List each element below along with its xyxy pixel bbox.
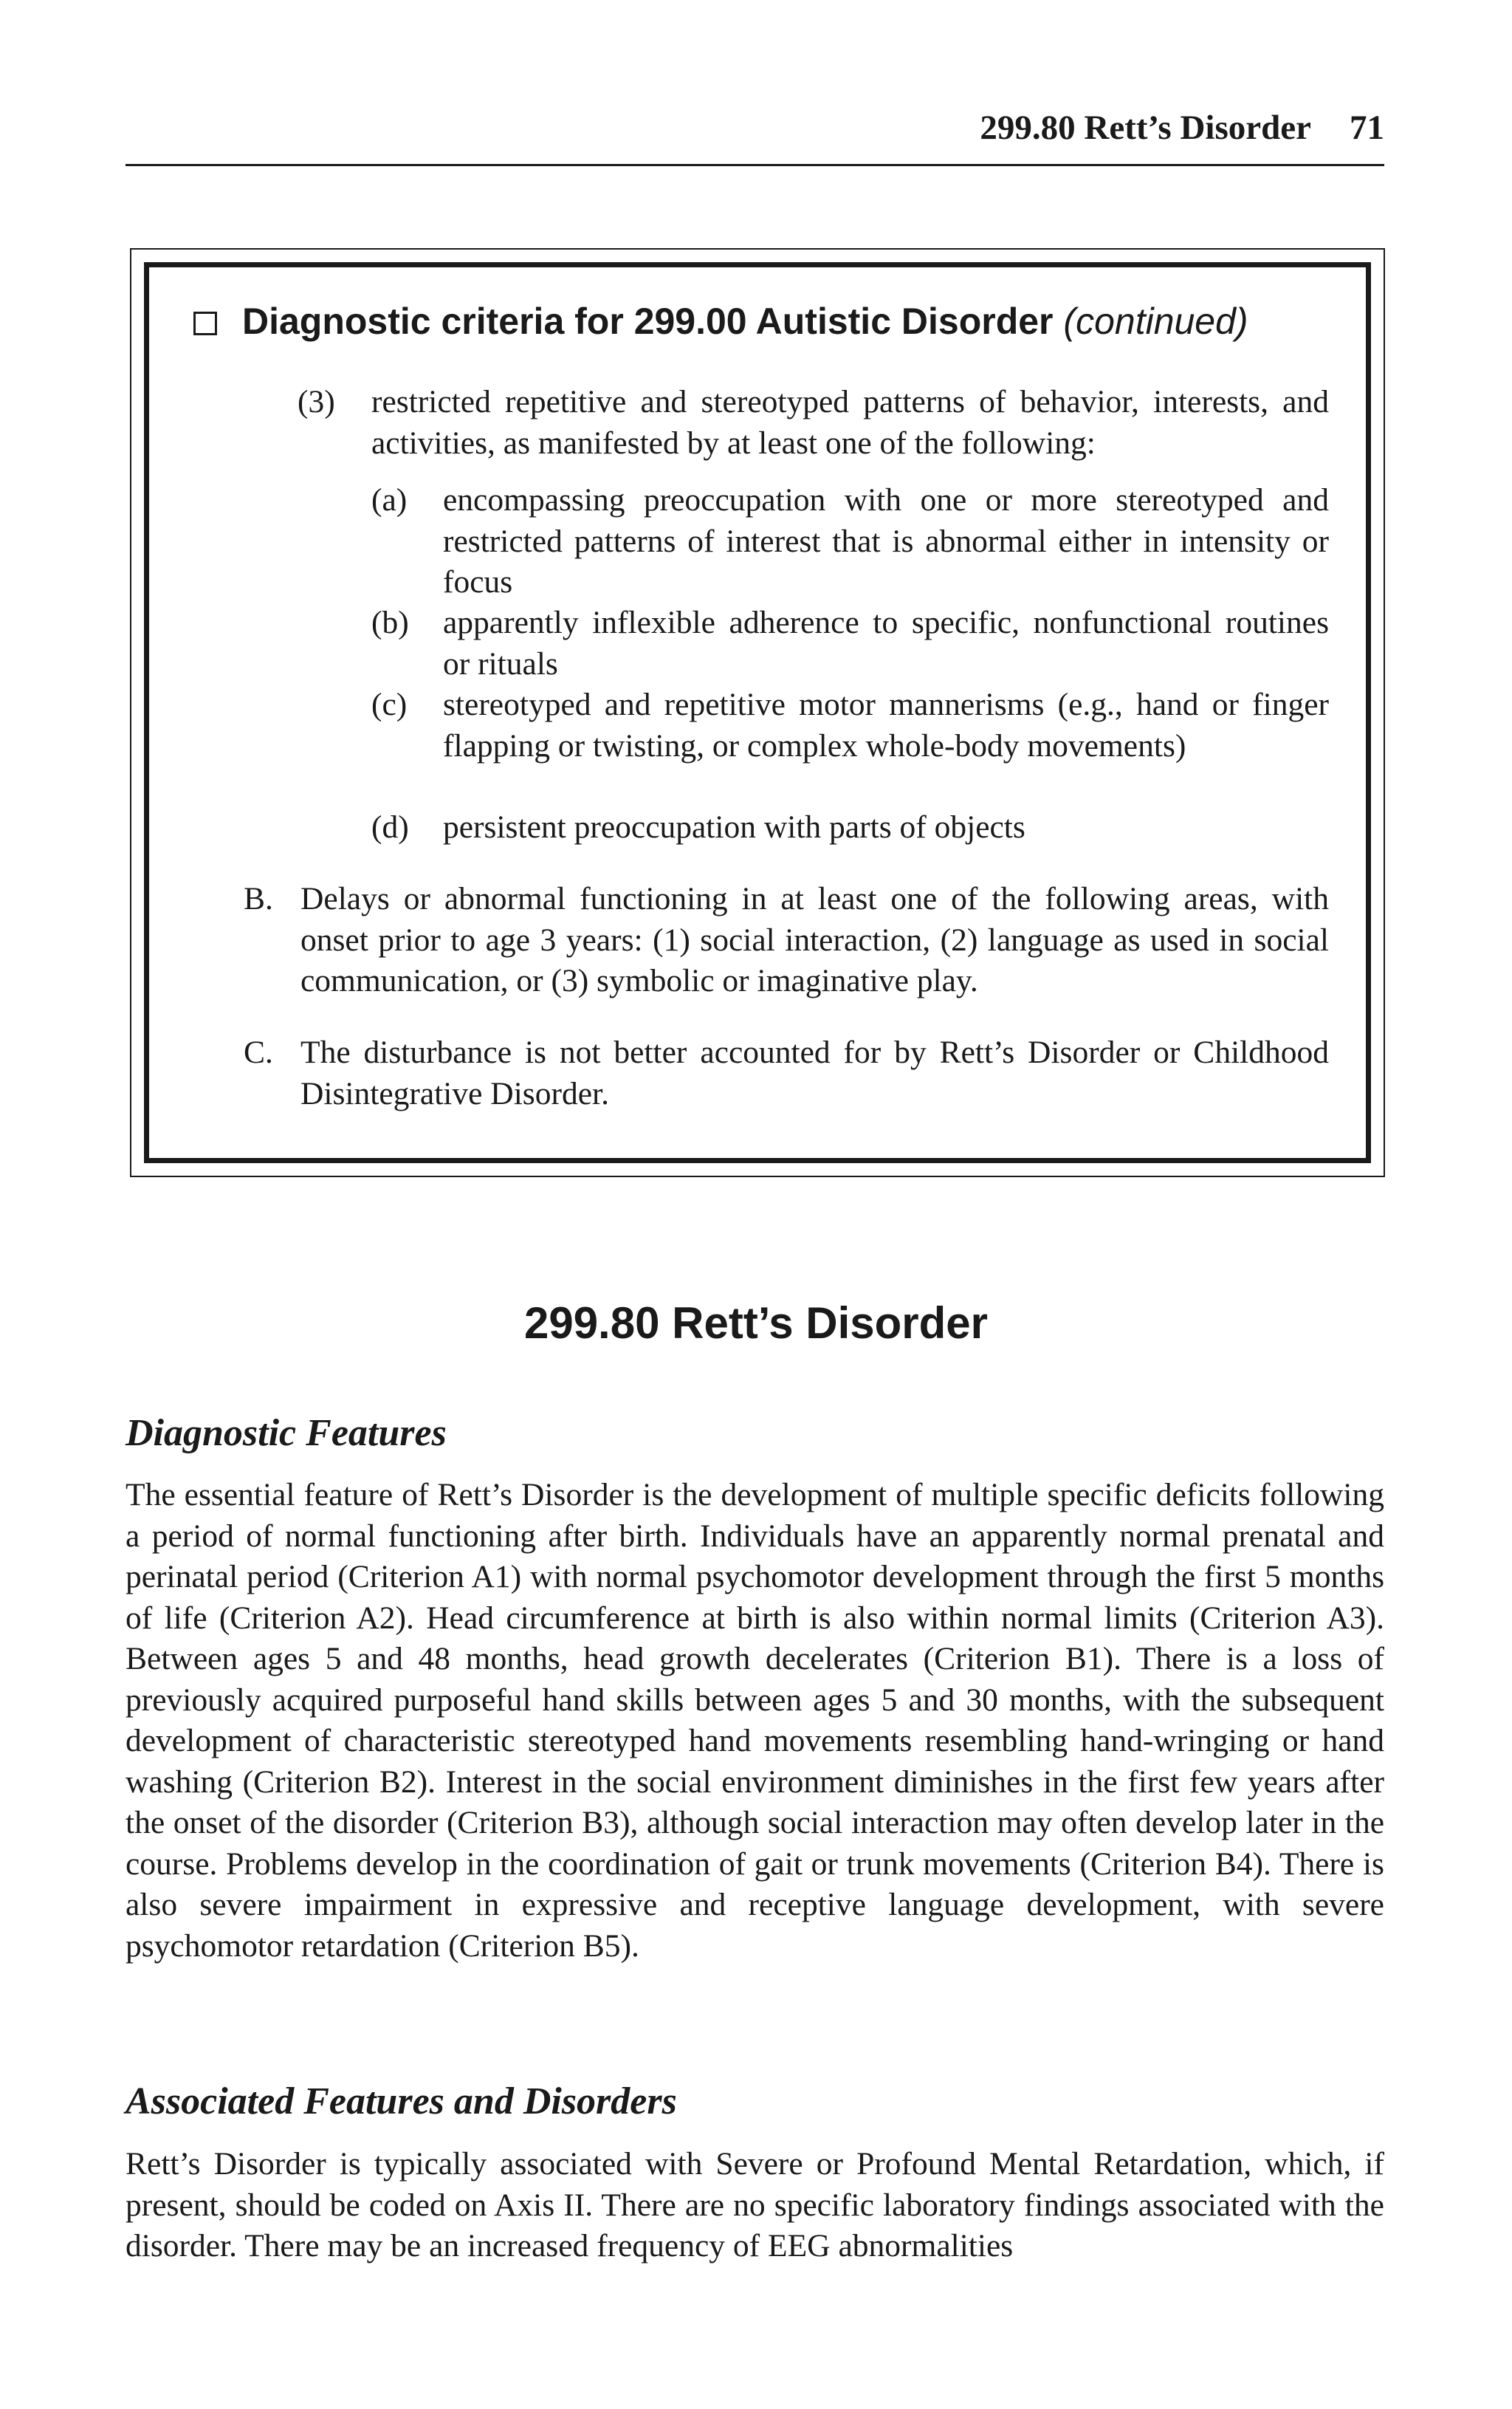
criterion-a3d-label: (d) [371,809,409,845]
page-number: 71 [1350,109,1384,147]
criterion-a3a-label: (a) [371,482,408,518]
criterion-c-text: The disturbance is not better accounted for by Rett’s Disorder or Childhood Disintegrative Disorder. [300,1035,1329,1111]
criterion-a3a [371,480,1329,603]
criterion-a3-label: (3) [298,384,335,419]
criterion-a3a-text: encompassing preoccupation with one or more stereotyped and restricted patterns of interest that is abnormal either in intensity or focus [443,482,1329,600]
diagnostic-features-text: The essential feature of Rett’s Disorder is the development of multiple specific deficits following a period of normal functioning after birth. Individuals have an apparently normal prenatal and perinatal period (Criterion A1) with normal psychomotor development through the first 5 months of life (Criterion A2). Head circumference at birth is also within normal limits (Criterion A3). Between ages 5 and 48 months, head growth decelerates (Criterion B1). There is a loss of previously acquired purposeful hand skills between ages 5 and 30 months, with the subsequent development of characteristic stereotyped hand movements resembling hand-wringing or hand washing (Criterion B2). Interest in the social environment diminishes in the first few years after the onset of the disorder (Criterion B3), although social interaction may often develop later in the course. Problems develop in the coordination of gait or trunk movements (Criterion B4). There is also severe impairment in expressive and receptive language development, with severe psychomotor retardation (Criterion B5). [126,1477,1384,1964]
criterion-b-text: Delays or abnormal functioning in at least one of the following areas, with onset prior to age 3 years: (1) social interaction, (2) language as used in social communication, or (3) symbolic or imaginative play. [300,881,1329,998]
criterion-a3c-label: (c) [371,687,408,722]
criterion-a3 [298,382,1329,464]
criterion-a3-text: restricted repetitive and stereotyped patterns of behavior, interests, and activities, as manifested by at least one of the following: [371,384,1329,461]
criteria-box-title [193,303,1248,340]
criterion-c [244,1032,1329,1114]
criterion-a3b-label: (b) [371,605,409,640]
criterion-a3b [371,603,1329,685]
criterion-c-label: C. [244,1035,273,1070]
diagnostic-features-heading: Diagnostic Features [126,1412,447,1454]
criterion-a3c-text: stereotyped and repetitive motor mannerisms (e.g., hand or finger flapping or twisting, or complex whole-body movements) [443,687,1329,764]
associated-features-heading: Associated Features and Disorders [126,2080,677,2122]
criterion-b-label: B. [244,881,273,916]
running-head-title: 299.80 Rett’s Disorder [980,109,1311,147]
criterion-b [244,879,1329,1002]
criterion-a3d [371,807,1329,849]
section-title: 299.80 Rett’s Disorder [523,1298,989,1348]
criterion-a3d-text: persistent preoccupation with parts of objects [443,809,1025,845]
running-head [126,111,1384,145]
criteria-title-continued: (continued) [1063,301,1248,342]
criterion-a3c [371,685,1329,767]
running-head-rule [126,164,1384,166]
criterion-a3b-text: apparently inflexible adherence to specific, nonfunctional routines or rituals [443,605,1329,682]
checkbox-icon [193,312,217,335]
criteria-title-text: Diagnostic criteria for 299.00 Autistic Disorder [242,301,1054,342]
associated-features-text: Rett’s Disorder is typically associated with Severe or Profound Mental Retardation, which, if present, should be coded on Axis II. There are no specific laboratory findings associated with the disorder. There may be an increased frequency of EEG abnormalities [126,2146,1384,2264]
